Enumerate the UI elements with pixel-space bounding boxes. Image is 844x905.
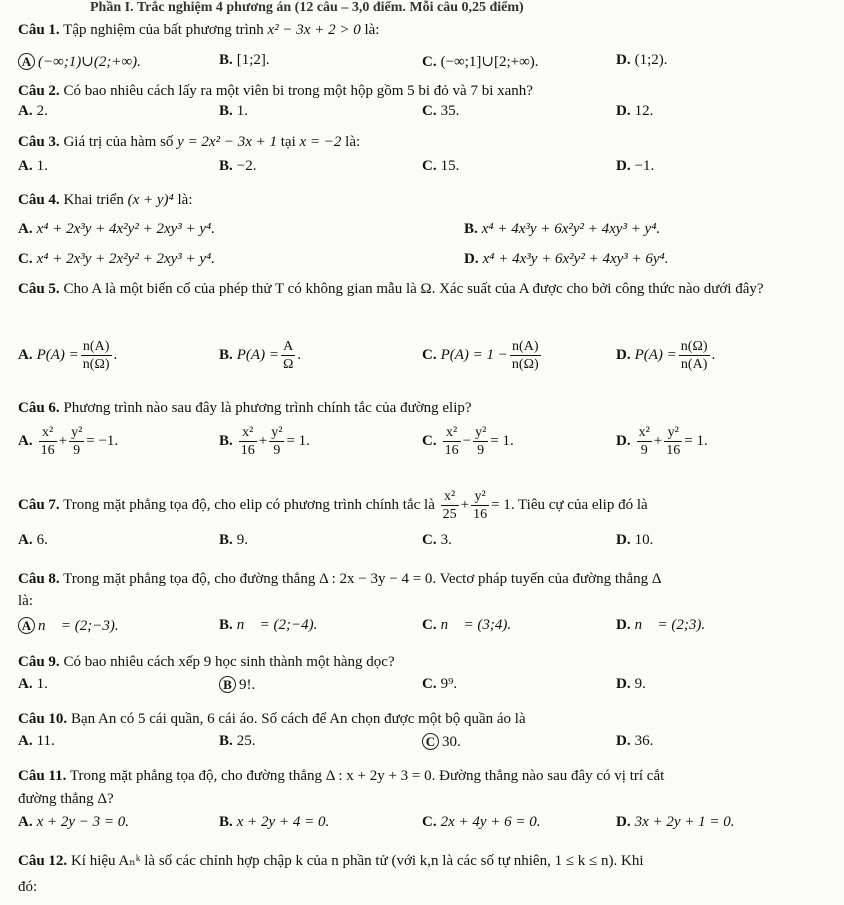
question-expression: y = 2x² − 3x + 1 (177, 134, 277, 150)
option-c[interactable]: C. 3. (422, 532, 452, 548)
selected-answer-mark: A (18, 53, 35, 70)
question-5-options (18, 338, 838, 378)
option-d[interactable]: D. 10. (616, 532, 654, 548)
question-text: Giá trị của hàm số (63, 134, 174, 150)
question-11 (18, 766, 838, 786)
option-c[interactable]: C. 35. (422, 103, 460, 119)
question-mid: tại (280, 134, 296, 150)
question-expression: x² − 3x + 2 > 0 (267, 22, 361, 38)
question-label: Câu 10. (18, 711, 68, 727)
question-text: Phương trình nào sau đây là phương trình chính tắc của đường elip? (63, 400, 472, 416)
fraction-x: $\frac{\text{x²}}{25}$ (442, 489, 457, 522)
option-a[interactable]: A n⃗ = (2;−3). (18, 617, 119, 635)
question-text: Kí hiệu Aₙᵏ là số các chỉnh hợp chập k của n phần tử (với k,n là các số tự nhiên, 1 ≤ k ≤ n). Khi (70, 853, 644, 869)
question-8-options (18, 617, 838, 641)
question-tail: là: (345, 134, 361, 150)
question-text: Trong mặt phẳng tọa độ, cho elip có phương trình chính tắc là (63, 496, 435, 513)
question-8-line-2: là: (18, 593, 33, 609)
option-c[interactable]: C. P(A) = 1 − $\frac{n(A)}{n(\Omega)}$ (422, 339, 539, 372)
option-d[interactable]: D. 12. (616, 103, 654, 119)
question-label: Câu 3. (18, 134, 60, 150)
question-11-options (18, 814, 838, 838)
question-text: Khai triển (63, 192, 124, 208)
option-b[interactable]: B 9!. (219, 676, 255, 694)
option-a[interactable]: A. x⁴ + 2x³y + 4x²y² + 2xy³ + y⁴. (18, 221, 216, 237)
option-b[interactable]: B. 1. (219, 103, 249, 119)
option-d[interactable]: D. 9. (616, 676, 646, 692)
option-a[interactable]: A. 6. (18, 532, 48, 548)
question-6-options (18, 424, 838, 464)
question-7: Câu 7. Trong mặt phẳng tọa độ, cho elip có phương trình chính tắc là $\frac{\text{x²}}{25}$ + $\frac{\text{y²}}{16}$ = 1. Tiêu cự của elip đó là (18, 489, 648, 522)
option-b[interactable]: B. x + 2y + 4 = 0. (219, 814, 330, 830)
question-3 (18, 132, 838, 152)
question-label: Câu 7. (18, 496, 60, 513)
question-expression-2: x = −2 (299, 134, 342, 150)
option-d[interactable]: D. 3x + 2y + 1 = 0. (616, 814, 735, 830)
option-c[interactable]: C. 15. (422, 158, 460, 174)
question-4-options-row-1 (18, 221, 838, 245)
option-b[interactable]: B. x⁴ + 4x³y + 6x²y² + 4xy³ + y⁴. (464, 221, 661, 237)
option-a[interactable]: A. 1. (18, 158, 48, 174)
option-a[interactable]: A. 11. (18, 733, 55, 749)
question-tail: là: (364, 22, 380, 38)
option-b[interactable]: B. $\frac{\text{x²}}{16}$ + $\frac{\text{y²}}{9}$ = 1. (219, 425, 310, 458)
option-a[interactable]: A. $\frac{\text{x²}}{16}$ + $\frac{\text{y²}}{9}$ = −1. (18, 425, 119, 458)
question-1-options (18, 52, 838, 76)
option-c[interactable]: C. x⁴ + 2x³y + 2x²y² + 2xy³ + y⁴. (18, 251, 216, 267)
question-2 (18, 81, 838, 101)
question-label: Câu 2. (18, 83, 60, 99)
option-c[interactable]: C. 9⁹. (422, 676, 458, 692)
question-6 (18, 398, 838, 418)
option-b[interactable]: B. −2. (219, 158, 257, 174)
question-8 (18, 569, 838, 589)
question-11-line-2: đường thẳng Δ? (18, 791, 114, 807)
option-a[interactable]: A (−∞;1)∪(2;+∞). (18, 52, 141, 71)
question-label: Câu 8. (18, 571, 60, 587)
question-9 (18, 652, 838, 672)
question-3-options (18, 158, 838, 182)
question-text: Tập nghiệm của bất phương trình (63, 22, 264, 38)
option-a[interactable]: A. 1. (18, 676, 48, 692)
section-header: Phần I. Trắc nghiệm 4 phương án (12 câu – 3,0 điểm. Mỗi câu 0,25 điểm) (90, 0, 524, 15)
question-10 (18, 709, 838, 729)
question-tail: . Tiêu cự của elip đó là (510, 496, 648, 513)
option-c[interactable]: C. n⃗ = (3;4). (422, 617, 512, 633)
question-text: Cho A là một biến cố của phép thử T có không gian mẫu là Ω. Xác suất của A được cho bởi công thức nào dưới đây? (63, 281, 764, 297)
question-text: Có bao nhiêu cách lấy ra một viên bi trong một hộp gồm 5 bi đỏ và 7 bi xanh? (63, 83, 533, 99)
option-a[interactable]: A. P(A) = $\frac{n(A)}{n(\Omega)}$ . (18, 339, 118, 372)
selected-answer-mark: A (18, 617, 35, 634)
question-12 (18, 851, 838, 871)
question-2-options (18, 103, 838, 127)
fraction-y: $\frac{\text{y²}}{16}$ (473, 489, 488, 522)
option-b[interactable]: B. 9. (219, 532, 249, 548)
option-d[interactable]: D. x⁴ + 4x³y + 6x²y² + 4xy³ + 6y⁴. (464, 251, 669, 267)
question-12-line-2: đó: (18, 879, 38, 895)
selected-answer-mark: C (422, 733, 439, 750)
question-text: Trong mặt phẳng tọa độ, cho đường thẳng Δ : x + 2y + 3 = 0. Đường thẳng nào sau đây có vị trí cắt (69, 768, 665, 784)
option-c[interactable]: C 30. (422, 733, 461, 751)
option-d[interactable]: D. n⃗ = (2;3). (616, 617, 706, 633)
option-c[interactable]: C. (−∞;1]∪[2;+∞). (422, 54, 539, 70)
option-d[interactable]: D. (1;2). (616, 52, 668, 68)
question-5 (18, 279, 838, 299)
selected-answer-mark: B (219, 676, 236, 693)
option-a[interactable]: A. x + 2y − 3 = 0. (18, 814, 130, 830)
option-c[interactable]: C. 2x + 4y + 6 = 0. (422, 814, 541, 830)
option-b[interactable]: B. [1;2]. (219, 52, 270, 68)
question-7-options (18, 532, 838, 556)
option-c[interactable]: C. $\frac{\text{x²}}{16}$ − $\frac{\text{y²}}{9}$ = 1. (422, 425, 514, 458)
question-label: Câu 5. (18, 281, 60, 297)
question-label: Câu 12. (18, 853, 68, 869)
question-label: Câu 4. (18, 192, 60, 208)
option-b[interactable]: B. P(A) = $\frac{A}{\Omega}$ . (219, 339, 302, 372)
question-4-options-row-2 (18, 251, 838, 275)
option-d[interactable]: D. $\frac{\text{x²}}{9}$ + $\frac{\text{y²}}{16}$ = 1. (616, 425, 708, 458)
question-10-options (18, 733, 838, 757)
question-tail: là: (177, 192, 193, 208)
option-d[interactable]: D. P(A) = $\frac{n(\Omega)}{n(A)}$ . (616, 339, 716, 372)
question-4 (18, 190, 838, 210)
question-label: Câu 1. (18, 22, 60, 38)
question-label: Câu 9. (18, 654, 60, 670)
question-label: Câu 11. (18, 768, 67, 784)
option-a[interactable]: A. 2. (18, 103, 48, 119)
question-label: Câu 6. (18, 400, 60, 416)
option-d[interactable]: D. 36. (616, 733, 654, 749)
question-9-options (18, 676, 838, 700)
question-text: Trong mặt phẳng tọa độ, cho đường thẳng Δ : 2x − 3y − 4 = 0. Vectơ pháp tuyến của đường thẳng Δ (63, 571, 662, 587)
question-text: Có bao nhiêu cách xếp 9 học sinh thành một hàng dọc? (63, 654, 395, 670)
question-text: Bạn An có 5 cái quần, 6 cái áo. Số cách để An chọn được một bộ quần áo là (70, 711, 526, 727)
question-expression: (x + y)⁴ (127, 192, 174, 208)
question-1 (18, 20, 838, 40)
option-b[interactable]: B. n⃗ = (2;−4). (219, 617, 318, 633)
option-b[interactable]: B. 25. (219, 733, 256, 749)
option-d[interactable]: D. −1. (616, 158, 655, 174)
